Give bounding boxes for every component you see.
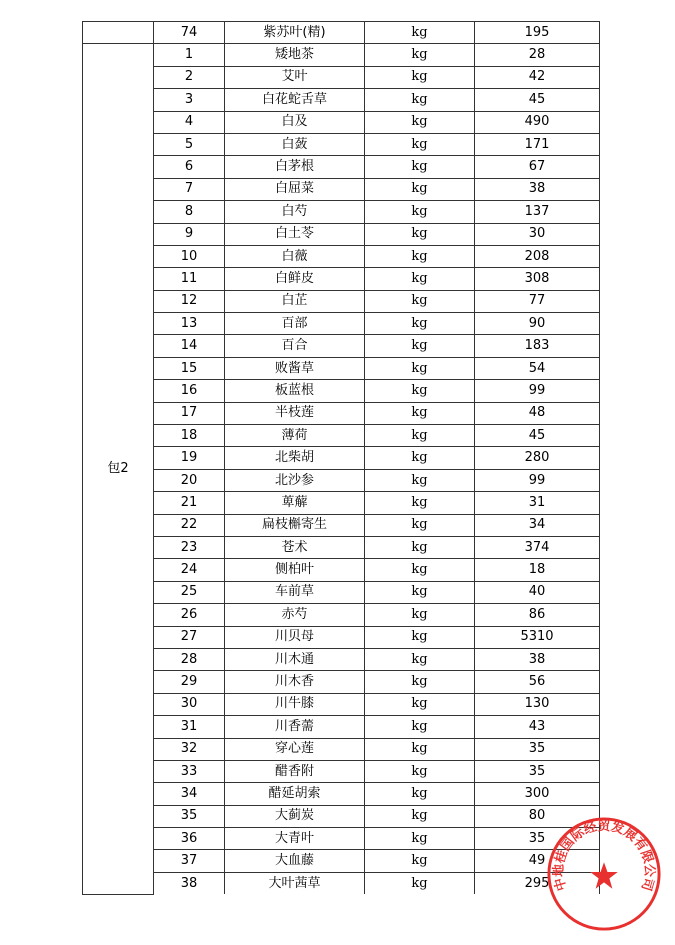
item-name: 白及	[225, 111, 365, 133]
table-row	[83, 447, 600, 469]
table-row	[83, 469, 600, 491]
item-name: 赤芍	[225, 604, 365, 626]
package-label: 包2	[83, 44, 154, 894]
item-name: 白薇	[225, 245, 365, 267]
table-row	[83, 536, 600, 558]
item-unit: kg	[365, 514, 475, 536]
row-number: 1	[154, 44, 225, 66]
item-name: 白蔹	[225, 133, 365, 155]
row-number: 15	[154, 357, 225, 379]
row-number: 4	[154, 111, 225, 133]
table-row	[83, 648, 600, 670]
item-name: 川贝母	[225, 626, 365, 648]
item-unit: kg	[365, 648, 475, 670]
item-unit: kg	[365, 559, 475, 581]
row-number: 6	[154, 156, 225, 178]
item-unit: kg	[365, 156, 475, 178]
item-name: 大血藤	[225, 850, 365, 872]
item-quantity: 28	[475, 44, 600, 66]
item-name: 败酱草	[225, 357, 365, 379]
item-quantity: 208	[475, 245, 600, 267]
row-number: 20	[154, 469, 225, 491]
item-unit: kg	[365, 671, 475, 693]
item-quantity: 45	[475, 425, 600, 447]
item-quantity: 38	[475, 648, 600, 670]
table-row	[83, 402, 600, 424]
item-quantity: 35	[475, 738, 600, 760]
item-quantity: 18	[475, 559, 600, 581]
item-name: 川香薷	[225, 716, 365, 738]
item-quantity: 300	[475, 783, 600, 805]
item-quantity: 34	[475, 514, 600, 536]
item-quantity: 295	[475, 872, 600, 894]
item-name: 醋延胡索	[225, 783, 365, 805]
seal-star-icon	[590, 862, 618, 889]
row-number: 74	[154, 22, 225, 44]
table-row	[83, 805, 600, 827]
item-name: 大叶茜草	[225, 872, 365, 894]
item-name: 白芷	[225, 290, 365, 312]
item-unit: kg	[365, 805, 475, 827]
table-row	[83, 738, 600, 760]
item-unit: kg	[365, 581, 475, 603]
company-seal	[545, 815, 663, 933]
item-quantity: 80	[475, 805, 600, 827]
item-quantity: 490	[475, 111, 600, 133]
item-quantity: 183	[475, 335, 600, 357]
item-unit: kg	[365, 178, 475, 200]
item-name: 川木香	[225, 671, 365, 693]
item-quantity: 90	[475, 313, 600, 335]
item-quantity: 374	[475, 536, 600, 558]
item-unit: kg	[365, 111, 475, 133]
item-unit: kg	[365, 469, 475, 491]
row-number: 9	[154, 223, 225, 245]
item-name: 大青叶	[225, 828, 365, 850]
row-number: 18	[154, 425, 225, 447]
row-number: 26	[154, 604, 225, 626]
item-unit: kg	[365, 201, 475, 223]
table-row	[83, 380, 600, 402]
item-unit: kg	[365, 536, 475, 558]
table-row	[83, 626, 600, 648]
item-quantity: 99	[475, 380, 600, 402]
item-name: 百部	[225, 313, 365, 335]
item-name: 川木通	[225, 648, 365, 670]
table-row	[83, 22, 600, 44]
row-number: 35	[154, 805, 225, 827]
item-name: 北柴胡	[225, 447, 365, 469]
item-quantity: 35	[475, 828, 600, 850]
item-unit: kg	[365, 44, 475, 66]
item-name: 川牛膝	[225, 693, 365, 715]
material-table	[82, 21, 600, 895]
item-quantity: 45	[475, 89, 600, 111]
item-unit: kg	[365, 22, 475, 44]
item-unit: kg	[365, 872, 475, 894]
item-quantity: 43	[475, 716, 600, 738]
item-quantity: 30	[475, 223, 600, 245]
row-number: 28	[154, 648, 225, 670]
row-number: 32	[154, 738, 225, 760]
row-number: 31	[154, 716, 225, 738]
item-quantity: 86	[475, 604, 600, 626]
item-unit: kg	[365, 89, 475, 111]
item-quantity: 38	[475, 178, 600, 200]
item-name: 萆薢	[225, 492, 365, 514]
item-unit: kg	[365, 66, 475, 88]
table-row	[83, 111, 600, 133]
row-number: 8	[154, 201, 225, 223]
table-row	[83, 604, 600, 626]
row-number: 38	[154, 872, 225, 894]
row-number: 37	[154, 850, 225, 872]
row-number: 21	[154, 492, 225, 514]
row-number: 25	[154, 581, 225, 603]
table-row	[83, 850, 600, 872]
item-quantity: 195	[475, 22, 600, 44]
item-unit: kg	[365, 850, 475, 872]
item-name: 艾叶	[225, 66, 365, 88]
item-name: 侧柏叶	[225, 559, 365, 581]
table-row	[83, 783, 600, 805]
item-quantity: 5310	[475, 626, 600, 648]
item-quantity: 308	[475, 268, 600, 290]
item-name: 矮地茶	[225, 44, 365, 66]
item-unit: kg	[365, 133, 475, 155]
item-name: 车前草	[225, 581, 365, 603]
row-number: 22	[154, 514, 225, 536]
item-name: 穿心莲	[225, 738, 365, 760]
table-row	[83, 313, 600, 335]
item-unit: kg	[365, 828, 475, 850]
table-row	[83, 44, 600, 66]
row-number: 11	[154, 268, 225, 290]
item-unit: kg	[365, 313, 475, 335]
item-name: 白茅根	[225, 156, 365, 178]
row-number: 30	[154, 693, 225, 715]
item-quantity: 280	[475, 447, 600, 469]
row-number: 33	[154, 760, 225, 782]
table-row	[83, 156, 600, 178]
item-name: 半枝莲	[225, 402, 365, 424]
item-unit: kg	[365, 245, 475, 267]
row-number: 23	[154, 536, 225, 558]
item-unit: kg	[365, 626, 475, 648]
item-unit: kg	[365, 380, 475, 402]
item-unit: kg	[365, 268, 475, 290]
item-unit: kg	[365, 425, 475, 447]
item-name: 白鲜皮	[225, 268, 365, 290]
row-number: 19	[154, 447, 225, 469]
item-unit: kg	[365, 335, 475, 357]
table-row	[83, 290, 600, 312]
item-name: 苍术	[225, 536, 365, 558]
table-row	[83, 716, 600, 738]
item-quantity: 35	[475, 760, 600, 782]
row-number: 16	[154, 380, 225, 402]
item-name: 大蓟炭	[225, 805, 365, 827]
table-row	[83, 559, 600, 581]
item-name: 板蓝根	[225, 380, 365, 402]
item-quantity: 48	[475, 402, 600, 424]
table-row	[83, 223, 600, 245]
table-row	[83, 201, 600, 223]
table-row	[83, 425, 600, 447]
row-number: 24	[154, 559, 225, 581]
table-row	[83, 581, 600, 603]
item-unit: kg	[365, 402, 475, 424]
row-number: 27	[154, 626, 225, 648]
item-unit: kg	[365, 447, 475, 469]
item-unit: kg	[365, 738, 475, 760]
row-number: 12	[154, 290, 225, 312]
row-number: 34	[154, 783, 225, 805]
table-row	[83, 245, 600, 267]
table-row	[83, 872, 600, 894]
item-name: 白屈菜	[225, 178, 365, 200]
table-row	[83, 828, 600, 850]
row-number: 29	[154, 671, 225, 693]
table-row	[83, 178, 600, 200]
item-name: 扁枝槲寄生	[225, 514, 365, 536]
table-row	[83, 66, 600, 88]
item-name: 北沙参	[225, 469, 365, 491]
table-row	[83, 89, 600, 111]
seal-text: 中地桂国际经贸发展有限公司	[551, 818, 657, 893]
item-quantity: 56	[475, 671, 600, 693]
table-row	[83, 492, 600, 514]
item-name: 紫苏叶(精)	[225, 22, 365, 44]
item-unit: kg	[365, 716, 475, 738]
item-quantity: 42	[475, 66, 600, 88]
item-quantity: 171	[475, 133, 600, 155]
item-quantity: 40	[475, 581, 600, 603]
item-quantity: 130	[475, 693, 600, 715]
item-name: 白芍	[225, 201, 365, 223]
item-quantity: 67	[475, 156, 600, 178]
item-unit: kg	[365, 492, 475, 514]
table-row	[83, 514, 600, 536]
item-quantity: 77	[475, 290, 600, 312]
row-number: 5	[154, 133, 225, 155]
item-unit: kg	[365, 290, 475, 312]
package-cell-prev	[83, 22, 154, 44]
row-number: 36	[154, 828, 225, 850]
table-row	[83, 268, 600, 290]
table-row	[83, 357, 600, 379]
item-name: 薄荷	[225, 425, 365, 447]
row-number: 2	[154, 66, 225, 88]
item-name: 醋香附	[225, 760, 365, 782]
item-name: 百合	[225, 335, 365, 357]
row-number: 13	[154, 313, 225, 335]
table-row	[83, 133, 600, 155]
table-row	[83, 335, 600, 357]
row-number: 14	[154, 335, 225, 357]
material-table-wrapper	[82, 21, 600, 895]
item-quantity: 49	[475, 850, 600, 872]
item-quantity: 31	[475, 492, 600, 514]
row-number: 7	[154, 178, 225, 200]
table-row	[83, 671, 600, 693]
table-row	[83, 760, 600, 782]
item-unit: kg	[365, 357, 475, 379]
item-unit: kg	[365, 760, 475, 782]
item-quantity: 137	[475, 201, 600, 223]
item-name: 白花蛇舌草	[225, 89, 365, 111]
item-unit: kg	[365, 693, 475, 715]
row-number: 3	[154, 89, 225, 111]
table-row	[83, 693, 600, 715]
item-quantity: 54	[475, 357, 600, 379]
item-unit: kg	[365, 223, 475, 245]
item-unit: kg	[365, 783, 475, 805]
row-number: 10	[154, 245, 225, 267]
item-name: 白土苓	[225, 223, 365, 245]
item-unit: kg	[365, 604, 475, 626]
row-number: 17	[154, 402, 225, 424]
item-quantity: 99	[475, 469, 600, 491]
